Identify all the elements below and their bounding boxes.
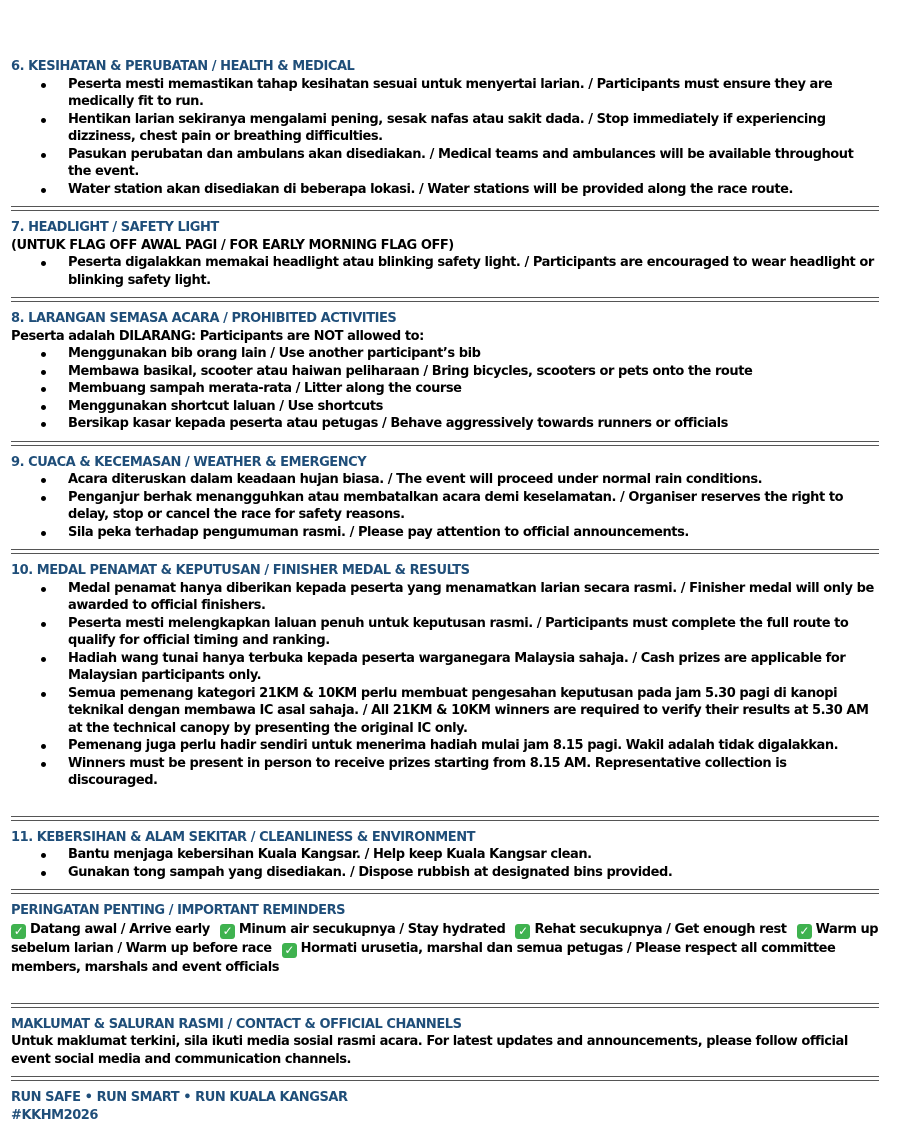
spacer xyxy=(11,790,879,816)
list-item: Hadiah wang tunai hanya terbuka kepada peserta warganegara Malaysia sahaja. / Cash prizes are applicable for Malaysian participants only. xyxy=(11,650,879,685)
list-item: Winners must be present in person to receive prizes starting from 8.15 AM. Representative collection is discouraged. xyxy=(11,755,879,790)
section-intro: Peserta adalah DILARANG: Participants are NOT allowed to: xyxy=(11,328,879,346)
spacer xyxy=(11,881,879,889)
reminder-item: ✓ Hormati urusetia, marshal dan semua petugas / Please respect all committee members, marshals and event officials xyxy=(11,941,835,975)
document-body xyxy=(11,58,879,1124)
reminder-item: ✓ Rehat secukupnya / Get enough rest xyxy=(515,922,786,937)
list-item: Membawa basikal, scooter atau haiwan peliharaan / Bring bicycles, scooters or pets onto the route xyxy=(11,363,879,381)
bullet-icon xyxy=(41,692,46,697)
check-mark-icon: ✓ xyxy=(797,924,812,939)
reminder-item: ✓ Warm up sebelum larian / Warm up before race xyxy=(11,922,878,956)
spacer xyxy=(11,894,879,902)
section-title: 6. KESIHATAN & PERUBATAN / HEALTH & MEDICAL xyxy=(11,58,879,76)
spacer xyxy=(11,541,879,549)
reminder-item: ✓ Minum air secukupnya / Stay hydrated xyxy=(220,922,505,937)
bullet-icon xyxy=(41,261,46,266)
bullet-icon xyxy=(41,871,46,876)
section-title: 7. HEADLIGHT / SAFETY LIGHT xyxy=(11,219,879,237)
section-subtitle: (UNTUK FLAG OFF AWAL PAGI / FOR EARLY MORNING FLAG OFF) xyxy=(11,237,879,255)
bullet-icon xyxy=(41,387,46,392)
list-item: Bantu menjaga kebersihan Kuala Kangsar. / Help keep Kuala Kangsar clean. xyxy=(11,846,879,864)
list-item: Pemenang juga perlu hadir sendiri untuk menerima hadiah mulai jam 8.15 pagi. Wakil adalah tidak digalakkan. xyxy=(11,737,879,755)
list-item: Penganjur berhak menangguhkan atau membatalkan acara demi keselamatan. / Organiser reserves the right to delay, stop or cancel the race for safety reasons. xyxy=(11,489,879,524)
section-weather xyxy=(11,454,879,542)
section-health-medical xyxy=(11,58,879,198)
bullet-icon xyxy=(41,531,46,536)
check-mark-icon: ✓ xyxy=(220,924,235,939)
spacer xyxy=(11,554,879,562)
bullet-icon xyxy=(41,118,46,123)
spacer xyxy=(11,302,879,310)
footer-hashtag: #KKHM2026 xyxy=(11,1107,879,1124)
list-item: Water station akan disediakan di beberapa lokasi. / Water stations will be provided along the race route. xyxy=(11,181,879,199)
bullet-icon xyxy=(41,83,46,88)
section-title: 10. MEDAL PENAMAT & KEPUTUSAN / FINISHER MEDAL & RESULTS xyxy=(11,562,879,580)
section-cleanliness xyxy=(11,829,879,882)
list-item: Medal penamat hanya diberikan kepada peserta yang menamatkan larian secara rasmi. / Finisher medal will only be awarded to official finishers. xyxy=(11,580,879,615)
list-item: Peserta mesti melengkapkan laluan penuh untuk keputusan rasmi. / Participants must complete the full route to qualify for official timing and ranking. xyxy=(11,615,879,650)
bullet-icon xyxy=(41,188,46,193)
spacer xyxy=(11,211,879,219)
spacer xyxy=(11,433,879,441)
bullet-icon xyxy=(41,478,46,483)
spacer xyxy=(11,1008,879,1016)
bullet-list xyxy=(11,580,879,790)
bullet-icon xyxy=(41,587,46,592)
list-item: Semua pemenang kategori 21KM & 10KM perlu membuat pengesahan keputusan pada jam 5.30 pagi di kanopi teknikal dengan membawa IC asal sahaja. / All 21KM & 10KM winners are required to verify their results at 5.30 AM at the technical canopy by presenting the original IC only. xyxy=(11,685,879,738)
check-mark-icon: ✓ xyxy=(515,924,530,939)
section-title: MAKLUMAT & SALURAN RASMI / CONTACT & OFFICIAL CHANNELS xyxy=(11,1016,879,1034)
footer xyxy=(11,1089,879,1124)
bullet-icon xyxy=(41,496,46,501)
contact-text: Untuk maklumat terkini, sila ikuti media sosial rasmi acara. For latest updates and announcements, please follow official event social media and communication channels. xyxy=(11,1033,879,1068)
bullet-icon xyxy=(41,853,46,858)
spacer xyxy=(11,1081,879,1089)
bullet-list xyxy=(11,471,879,541)
list-item: Peserta digalakkan memakai headlight atau blinking safety light. / Participants are encouraged to wear headlight or blinking safety light. xyxy=(11,254,879,289)
bullet-icon xyxy=(41,762,46,767)
bullet-icon xyxy=(41,153,46,158)
bullet-icon xyxy=(41,657,46,662)
list-item: Peserta mesti memastikan tahap kesihatan sesuai untuk menyertai larian. / Participants must ensure they are medically fit to run. xyxy=(11,76,879,111)
section-reminders xyxy=(11,902,879,977)
bullet-list xyxy=(11,846,879,881)
check-mark-icon: ✓ xyxy=(282,943,297,958)
footer-slogan: RUN SAFE • RUN SMART • RUN KUALA KANGSAR xyxy=(11,1089,879,1107)
section-contact xyxy=(11,1016,879,1069)
bullet-icon xyxy=(41,422,46,427)
list-item: Menggunakan bib orang lain / Use another participant’s bib xyxy=(11,345,879,363)
section-medal-results xyxy=(11,562,879,790)
list-item: Sila peka terhadap pengumuman rasmi. / Please pay attention to official announcements. xyxy=(11,524,879,542)
spacer xyxy=(11,977,879,1003)
check-mark-icon: ✓ xyxy=(11,924,26,939)
list-item: Gunakan tong sampah yang disediakan. / Dispose rubbish at designated bins provided. xyxy=(11,864,879,882)
list-item: Pasukan perubatan dan ambulans akan disediakan. / Medical teams and ambulances will be available throughout the event. xyxy=(11,146,879,181)
section-title: 8. LARANGAN SEMASA ACARA / PROHIBITED ACTIVITIES xyxy=(11,310,879,328)
bullet-icon xyxy=(41,370,46,375)
section-title: 9. CUACA & KECEMASAN / WEATHER & EMERGENCY xyxy=(11,454,879,472)
spacer xyxy=(11,289,879,297)
bullet-icon xyxy=(41,352,46,357)
reminder-item: ✓ Datang awal / Arrive early xyxy=(11,922,210,937)
section-title: 11. KEBERSIHAN & ALAM SEKITAR / CLEANLINESS & ENVIRONMENT xyxy=(11,829,879,847)
spacer xyxy=(11,1068,879,1076)
bullet-icon xyxy=(41,744,46,749)
spacer xyxy=(11,198,879,206)
spacer xyxy=(11,446,879,454)
section-title: PERINGATAN PENTING / IMPORTANT REMINDERS xyxy=(11,902,879,920)
bullet-icon xyxy=(41,622,46,627)
bullet-icon xyxy=(41,405,46,410)
section-prohibited xyxy=(11,310,879,433)
list-item: Bersikap kasar kepada peserta atau petugas / Behave aggressively towards runners or officials xyxy=(11,415,879,433)
list-item: Hentikan larian sekiranya mengalami pening, sesak nafas atau sakit dada. / Stop immediately if experiencing dizziness, chest pain or breathing difficulties. xyxy=(11,111,879,146)
spacer xyxy=(11,821,879,829)
list-item: Membuang sampah merata-rata / Litter along the course xyxy=(11,380,879,398)
bullet-list xyxy=(11,345,879,433)
bullet-list xyxy=(11,254,879,289)
bullet-list xyxy=(11,76,879,199)
list-item: Menggunakan shortcut laluan / Use shortcuts xyxy=(11,398,879,416)
reminders-text xyxy=(11,920,879,977)
section-headlight xyxy=(11,219,879,289)
list-item: Acara diteruskan dalam keadaan hujan biasa. / The event will proceed under normal rain conditions. xyxy=(11,471,879,489)
